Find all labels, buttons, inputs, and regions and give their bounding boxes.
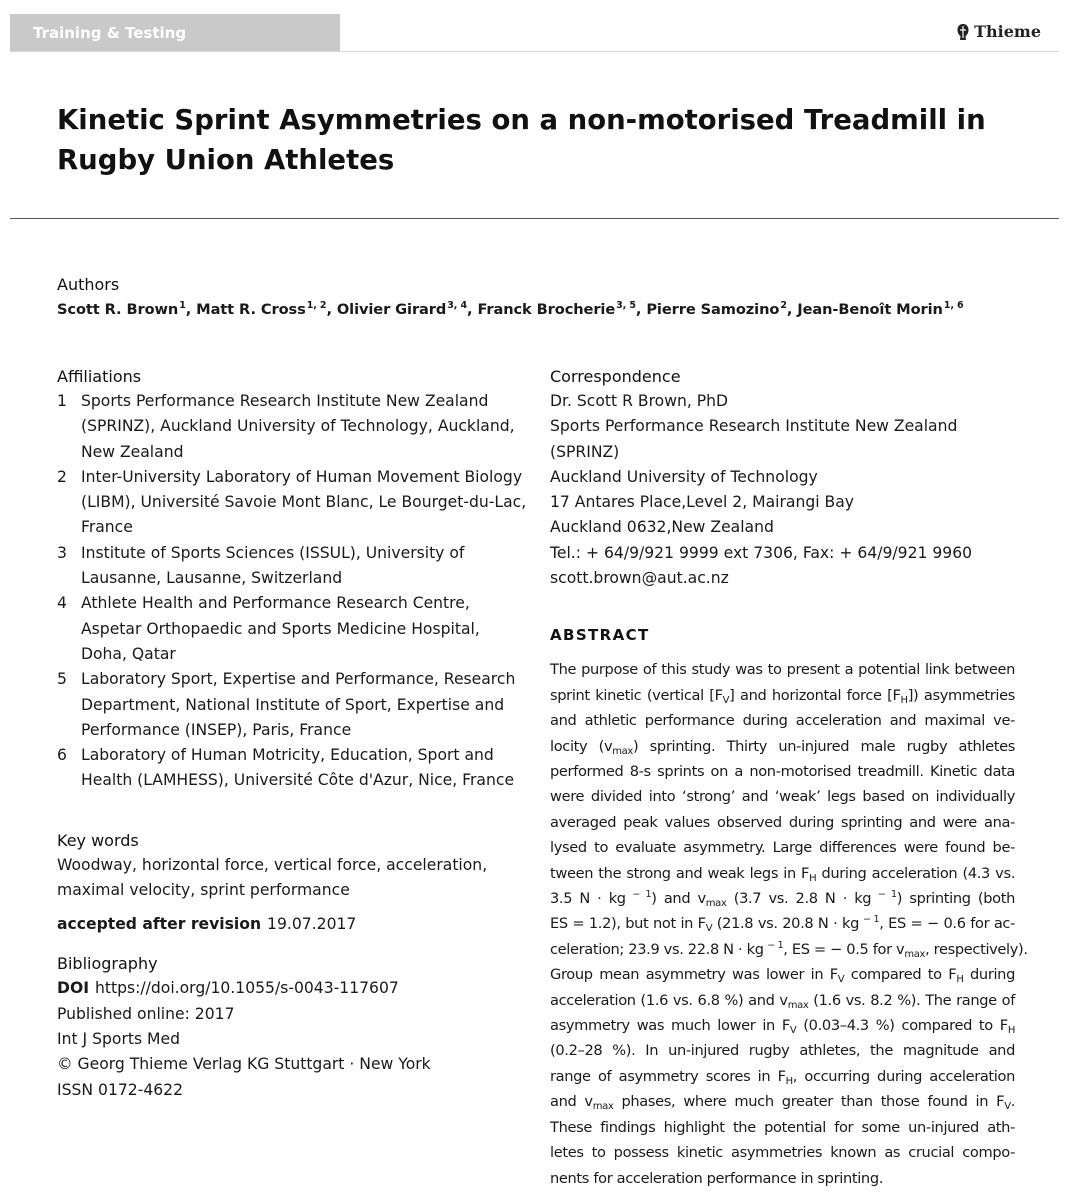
authors-section [57,272,964,322]
subscript: H [809,872,817,884]
title-line: Rugby Union Athletes [57,144,395,176]
bibliography-label: Bibliography [57,954,158,974]
doi-link[interactable]: https://doi.org/10.1055/s-0043-117607 [95,979,399,998]
affiliation-line: (LIBM), Université Savoie Mont Blanc, Le Bourget-du-Lac, [81,493,527,512]
right-column [550,364,1028,1191]
abstract-line: nents for acceleration performance in sprinting. [550,1169,884,1187]
affiliation-text [81,667,527,743]
subscript: H [1007,1025,1015,1037]
correspondence-line: Auckland 0632,New Zealand [550,518,774,537]
author-affiliation-mark: 1, 6 [943,300,964,311]
affiliation-line: Laboratory Sport, Expertise and Performance, Research [81,670,516,689]
thieme-emblem-icon [956,23,970,41]
abstract-line: and athletic performance during acceleration and maximal ve- [550,712,1015,730]
keywords-section [57,828,527,904]
affiliation-line: Performance (INSEP), Paris, France [81,720,352,739]
bibliography-line: © Georg Thieme Verlag KG Stuttgart · New York [57,1055,431,1074]
author-name: Scott R. Brown [57,301,179,318]
abstract-line: performed 8-s sprints on a non-motorised treadmill. Kinetic data [550,763,1015,780]
author-name: Franck Brocherie [477,301,616,318]
subscript: V [722,694,730,706]
abstract-line: These findings highlight the potential for some un-injured ath- [550,1118,1015,1136]
affiliation-line: Department, National Institute of Sport, Expertise and [81,695,505,714]
authors-list: Scott R. Brown$^1$, Matt R. Cross$^{1, 2}$, Olivier Girard$^{3, 4}$, Franck Brocherie$^{3, 5}$, Pierre Samozino$^2$, Jean-Benoît Morin$^{1, 6}$ [57,300,964,318]
abstract-line: averaged peak values observed during sprinting and were ana- [550,813,1015,831]
affiliations-label: Affiliations [57,367,142,386]
abstract-line: lysed to evaluate asymmetry. Large differences were found be- [550,839,1015,857]
abstract-line: celeration; 23.9 vs. 22.8 N · kg $^{- 1}$, ES = − 0.5 for $v_{max}$, respectively). [550,939,1028,960]
affiliation-text [81,541,527,592]
superscript: − 1 [764,939,784,951]
affiliation-line: Lausanne, Lausanne, Switzerland [81,569,343,588]
affiliation-item [57,465,527,541]
section-tag: Training & Testing [10,14,340,52]
affiliation-text [81,591,527,667]
author-affiliation-mark: 1, 2 [306,300,327,311]
affiliation-line: Doha, Qatar [81,644,176,663]
correspondence-line: (SPRINZ) [550,442,620,461]
bibliography-line: Published online: 2017 [57,1004,235,1023]
keywords-label: Key words [57,830,139,850]
correspondence-line: Sports Performance Research Institute New Zealand [550,417,958,436]
affiliation-line: (SPRINZ), Auckland University of Technology, Auckland, [81,417,515,436]
affiliation-item [57,541,527,592]
correspondence-line: Tel.: + 64/9/921 9999 ext 7306, Fax: + 64/9/921 9960 [550,543,973,562]
accepted-label: accepted after revision [57,915,262,934]
subscript: H [785,1075,793,1087]
author-affiliation-mark: 3, 5 [616,300,636,311]
abstract-line: 3.5 N · kg $^{- 1}$) and $v_{max}$ (3.7 vs. 2.8 N · kg $^{- 1}$) sprinting (both [550,889,1015,910]
abstract-line: range of asymmetry scores in $F_H$, occurring during acceleration [550,1067,1015,1087]
affiliation-text [81,465,527,541]
subscript: max [787,999,809,1011]
subscript: max [904,948,926,960]
subscript: H [956,974,964,986]
abstract-line: acceleration (1.6 vs. 6.8 %) and $v_{max}$ (1.6 vs. 8.2 %). The range of [550,991,1015,1011]
abstract-heading: ABSTRACT [550,626,650,645]
affiliation-line: Aspetar Orthopaedic and Sports Medicine Hospital, [81,619,480,638]
abstract-body [550,657,1028,1191]
subscript: V [1004,1101,1011,1113]
subscript: V [705,923,713,935]
keywords-line: Woodway, horizontal force, vertical force, acceleration, [57,855,488,874]
abstract-line: were divided into ‘strong’ and ‘weak’ legs based on individually [550,788,1015,806]
author-name: Pierre Samozino [646,301,780,318]
bibliography-line: ISSN 0172-4622 [57,1080,184,1099]
accepted-date: 19.07.2017 [267,915,357,934]
abstract-line: and $v_{max}$ phases, where much greater than those found in $F_V$. [550,1093,1015,1113]
affiliation-number: 2 [57,467,67,486]
subscript: H [900,694,908,706]
abstract-line: locity $(v_{max})$ sprinting. Thirty un-injured male rugby athletes [550,737,1015,757]
correspondence-email[interactable]: scott.brown@aut.ac.nz [550,569,729,588]
superscript: − 1 [626,889,652,901]
author-name: Matt R. Cross [196,301,306,318]
affiliation-line: Laboratory of Human Motricity, Education, Sport and [81,746,494,765]
bibliography-line: Int J Sports Med [57,1029,180,1048]
header-divider [10,51,1059,52]
correspondence-line: Auckland University of Technology [550,467,818,486]
left-column [57,364,527,1103]
superscript: − 1 [872,889,897,901]
affiliation-line: Athlete Health and Performance Research Centre, [81,594,470,613]
affiliations-list [57,389,527,794]
abstract-line: ES = 1.2), but not in $F_V$ (21.8 vs. 20.8 N · kg $^{- 1}$, ES = − 0.6 for ac- [550,914,1016,935]
affiliation-line: Inter-University Laboratory of Human Movement Biology [81,467,523,486]
accepted-info [57,912,527,937]
abstract-line: asymmetry was much lower in $F_V$ (0.03–4.3 %) compared to $F_H$ [550,1017,1015,1037]
subscript: V [837,974,845,986]
affiliation-line: Institute of Sports Sciences (ISSUL), University of [81,543,465,562]
affiliation-number: 3 [57,543,67,562]
affiliation-item [57,743,527,794]
affiliation-item [57,591,527,667]
affiliation-line: Sports Performance Research Institute New Zealand [81,392,489,410]
doi-label: DOI [57,979,90,998]
affiliation-number: 5 [57,670,67,689]
author-name: Olivier Girard [336,301,447,318]
correspondence-label: Correspondence [550,367,681,386]
subscript: max [705,898,727,910]
affiliation-number: 1 [57,392,67,410]
abstract-line: tween the strong and weak legs in $F_H$ during acceleration (4.3 vs. [550,864,1015,884]
bibliography-section [57,951,527,1102]
publisher-logo [956,22,1041,41]
authors-label: Authors [57,275,120,294]
doi-line [57,976,527,1001]
affiliation-text [81,389,527,465]
abstract-line: letes to possess kinetic asymmetries known as crucial compo- [550,1144,1015,1162]
affiliation-number: 4 [57,594,67,613]
affiliation-line: Health (LAMHESS), Université Côte d'Azur, Nice, France [81,771,515,790]
title-divider [10,218,1059,219]
abstract-line: sprint kinetic (vertical $[F_V]$ and horizontal force $[F_H]$) asymmetries [550,686,1015,706]
abstract-line: Group mean asymmetry was lower in $F_V$ compared to $F_H$ during [550,966,1015,986]
abstract-line: The purpose of this study was to present a potential link between [550,661,1015,679]
superscript: − 1 [860,914,880,926]
author-affiliation-mark: 3, 4 [447,300,467,311]
article-title [57,100,1017,180]
correspondence-line: Dr. Scott R Brown, PhD [550,392,729,410]
subscript: V [789,1025,797,1037]
title-line: Kinetic Sprint Asymmetries on a non-motorised Treadmill in [57,104,986,136]
affiliation-item [57,389,527,465]
author-affiliation-mark: 1 [179,300,186,311]
affiliation-item [57,667,527,743]
affiliation-text [81,743,527,794]
affiliation-line: New Zealand [81,442,184,461]
affiliation-line: France [81,518,133,537]
subscript: max [592,1101,614,1113]
author-name: Jean-Benoît Morin [797,301,943,318]
subscript: max [612,745,634,757]
affiliation-number: 6 [57,746,67,765]
author-affiliation-mark: 2 [780,300,787,311]
correspondence-line: 17 Antares Place,Level 2, Mairangi Bay [550,493,854,512]
publisher-name: Thieme [974,22,1041,41]
abstract-line: (0.2–28 %). In un-injured rugby athletes, the magnitude and [550,1042,1015,1060]
keywords-line: maximal velocity, sprint performance [57,881,350,900]
